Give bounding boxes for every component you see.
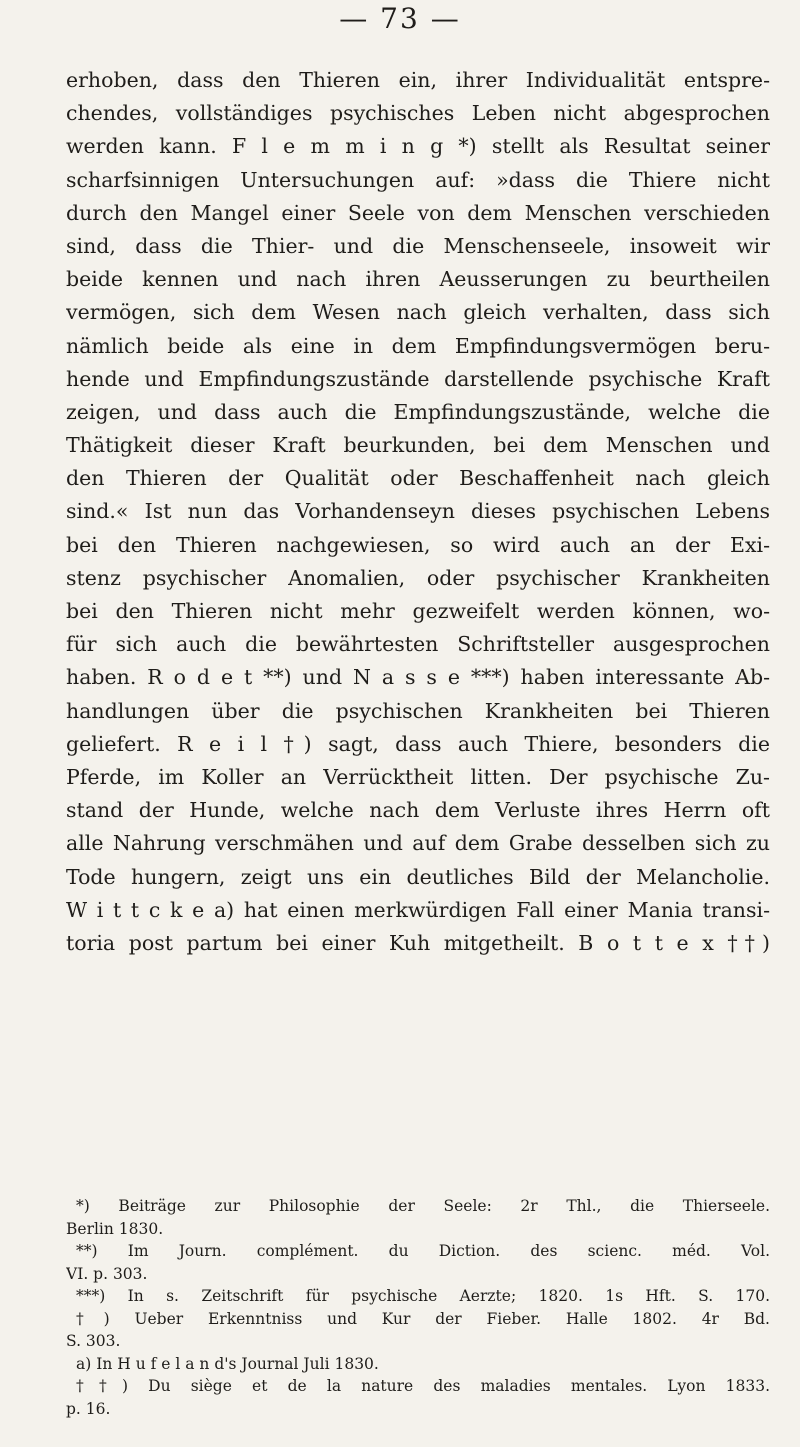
text-line: zeigen, und dass auch die Empfindungszustände, welche die	[66, 399, 770, 424]
text-line: werden kann. F l e m m i n g *) stellt als Resultat seiner	[66, 134, 770, 159]
text-line: bei den Thieren nachgewiesen, so wird auch an der Exi-	[66, 532, 770, 557]
footnote	[66, 1240, 770, 1285]
text-line: sind.« Ist nun das Vorhandenseyn dieses psychischen Lebens	[66, 499, 770, 524]
text-line: erhoben, dass den Thieren ein, ihrer Individualität entspre-	[66, 68, 770, 92]
text-line: stenz psychischer Anomalien, oder psychischer Krankheiten	[66, 565, 770, 590]
page-number: — 73 —	[339, 2, 461, 35]
text-line: für sich auch die bewährtesten Schriftsteller ausgesprochen	[66, 632, 770, 657]
footnote	[66, 1195, 770, 1240]
text-line: den Thieren der Qualität oder Beschaffenheit nach gleich	[66, 466, 770, 491]
text-line: Pferde, im Koller an Verrücktheit litten. Der psychische Zu-	[66, 764, 770, 789]
footnote-line: *) Beiträge zur Philosophie der Seele: 2r Thl., die Thierseele.	[76, 1197, 770, 1215]
text-line: chendes, vollständiges psychisches Leben nicht abgesprochen	[66, 101, 770, 126]
text-line: haben. R o d e t **) und N a s s e ***) haben interessante Ab-	[66, 665, 770, 690]
text-line: alle Nahrung verschmähen und auf dem Grabe desselben sich zu	[66, 831, 770, 856]
text-line: Tode hungern, zeigt uns ein deutliches Bild der Melancholie.	[66, 864, 770, 889]
footnote-line: Berlin 1830.	[66, 1219, 164, 1238]
text-line: hende und Empfindungszustände darstellende psychische Kraft	[66, 366, 770, 391]
text-line: Thätigkeit dieser Kraft beurkunden, bei dem Menschen und	[66, 433, 770, 458]
text-line: stand der Hunde, welche nach dem Verluste ihres Herrn oft	[66, 798, 770, 823]
text-line: bei den Thieren nicht mehr gezweifelt werden können, wo-	[66, 599, 770, 623]
footnote-line: VI. p. 303.	[66, 1264, 148, 1283]
footnotes	[66, 1195, 770, 1420]
footnote-line: †) Ueber Erkenntniss und Kur der Fieber. Halle 1802. 4r Bd.	[76, 1309, 770, 1328]
footnote	[66, 1353, 770, 1376]
body-text	[66, 64, 770, 960]
text-line: nämlich beide als eine in dem Empfindungsvermögen beru-	[66, 333, 770, 358]
text-line: beide kennen und nach ihren Aeusserungen zu beurtheilen	[66, 267, 770, 292]
footnote	[66, 1375, 770, 1420]
footnote-line: ***) In s. Zeitschrift für psychische Aerzte; 1820. 1s Hft. S. 170.	[76, 1287, 770, 1305]
text-line: toria post partum bei einer Kuh mitgetheilt. B o t t e x ††)	[66, 930, 770, 955]
text-line: geliefert. R e i l †) sagt, dass auch Thiere, besonders die	[66, 731, 770, 756]
footnote-line: a) In H u f e l a n d's Journal Juli 1830.	[76, 1354, 379, 1373]
footnote	[66, 1308, 770, 1353]
text-line: handlungen über die psychischen Krankheiten bei Thieren	[66, 698, 770, 723]
text-line: scharfsinnigen Untersuchungen auf: »dass die Thiere nicht	[66, 167, 770, 192]
footnote-line: **) Im Journ. complément. du Diction. des scienc. méd. Vol.	[76, 1242, 770, 1260]
text-line: sind, dass die Thier- und die Menschenseele, insoweit wir	[66, 233, 770, 258]
footnote-line: ††) Du siège et de la nature des maladies mentales. Lyon 1833.	[76, 1377, 770, 1395]
footnote-line: S. 303.	[66, 1332, 121, 1350]
footnote	[66, 1285, 770, 1308]
text-line: vermögen, sich dem Wesen nach gleich verhalten, dass sich	[66, 300, 770, 325]
text-line: W i t t c k e a) hat einen merkwürdigen Fall einer Mania transi-	[66, 897, 770, 922]
footnote-line: p. 16.	[66, 1399, 111, 1418]
text-line: durch den Mangel einer Seele von dem Menschen verschieden	[66, 200, 770, 225]
